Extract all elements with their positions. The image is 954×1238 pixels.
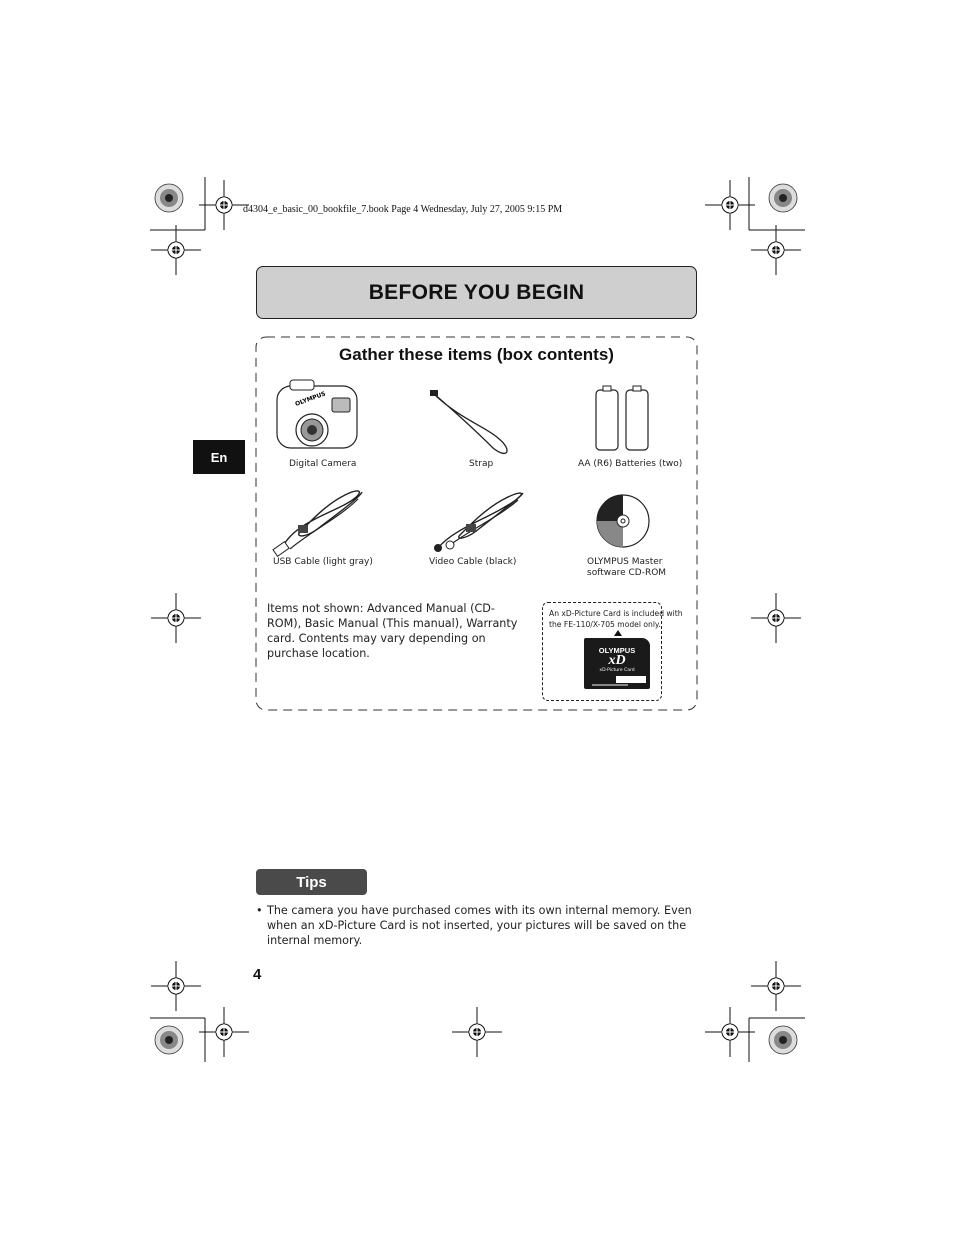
xd-card-contacts	[592, 684, 628, 686]
tips-body: The camera you have purchased comes with its own internal memory. Even when an xD-Picture Card is not inserted, your pictures will be saved on the internal memory.	[267, 904, 692, 947]
tips-paragraph	[256, 903, 701, 948]
xd-card-brand: OLYMPUS	[598, 646, 636, 655]
batteries-icon	[593, 384, 653, 454]
title-banner	[256, 266, 697, 319]
item-caption-strap: Strap	[469, 459, 494, 469]
strap-icon	[428, 388, 518, 458]
cd-rom-icon	[595, 493, 651, 549]
box-contents-heading: Gather these items (box contents)	[339, 345, 614, 364]
xd-card-note: An xD-Picture Card is included with the FE-110/X-705 model only.	[549, 609, 683, 629]
items-not-shown-note: Items not shown: Advanced Manual (CD-ROM), Basic Manual (This manual), Warranty card. Contents may vary depending on purchase location.	[267, 602, 518, 660]
item-caption-video-cable: Video Cable (black)	[429, 557, 517, 567]
svg-text:OLYMPUS: OLYMPUS	[294, 390, 327, 408]
xd-card-logo: xD	[608, 653, 626, 668]
item-caption-camera: Digital Camera	[289, 459, 357, 469]
usb-cable-icon	[270, 487, 370, 557]
item-caption-batteries: AA (R6) Batteries (two)	[578, 459, 683, 469]
item-caption-usb-cable: USB Cable (light gray)	[273, 557, 373, 567]
page-title: BEFORE YOU BEGIN	[368, 280, 585, 304]
video-cable-icon	[428, 490, 528, 560]
item-caption-cd-rom-line2: software CD-ROM	[587, 568, 667, 578]
page-number: 4	[253, 966, 262, 983]
xd-card-label-area	[616, 676, 646, 683]
xd-card-sub: xD-Picture Card	[599, 668, 635, 673]
print-header-line: d4304_e_basic_00_bookfile_7.book Page 4 Wednesday, July 27, 2005 9:15 PM	[243, 204, 563, 215]
tips-bullet: •	[256, 904, 263, 917]
language-tab: En	[193, 440, 245, 474]
xd-card-image	[584, 638, 650, 689]
tips-tab: Tips	[256, 869, 367, 895]
xd-card-arrow-icon	[614, 630, 622, 636]
item-caption-cd-rom-line1: OLYMPUS Master	[587, 557, 663, 567]
camera-icon	[272, 378, 362, 458]
